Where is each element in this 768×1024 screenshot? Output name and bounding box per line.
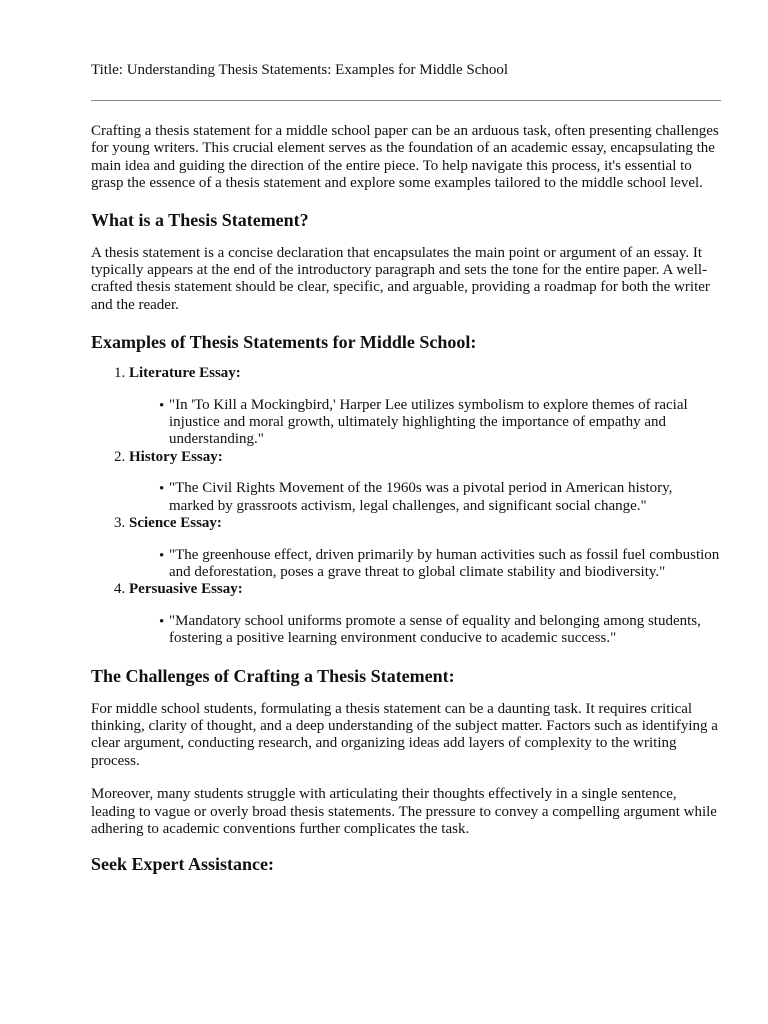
examples-list <box>91 365 721 647</box>
list-item <box>129 515 721 581</box>
bullet-icon: • <box>159 547 165 564</box>
section-heading-challenges: The Challenges of Crafting a Thesis Statement: <box>91 665 455 686</box>
document-body <box>91 123 721 875</box>
example-quote-list <box>129 613 721 648</box>
example-label: 3. Science Essay: <box>129 515 222 532</box>
example-quote-list <box>129 480 721 515</box>
bullet-icon: • <box>159 613 165 630</box>
example-quote-text: "The greenhouse effect, driven primarily by human activities such as fossil fuel combustion and deforestation, poses a grave threat to global climate stability and biodiversity." <box>169 546 720 580</box>
example-quote <box>159 546 721 582</box>
example-label: 1. Literature Essay: <box>129 365 241 382</box>
list-item <box>129 449 721 515</box>
list-item <box>129 365 721 449</box>
bullet-icon: • <box>159 481 165 498</box>
list-item <box>129 581 721 647</box>
what-paragraph: A thesis statement is a concise declaration that encapsulates the main point or argument of an essay. It typically appears at the end of the introductory paragraph and sets the tone for the entire paper. A well-crafted thesis statement should be clear, specific, and arguable, providing a roadmap for both the writer and the reader. <box>91 244 710 313</box>
example-quote-list <box>129 547 721 582</box>
document-title: Title: Understanding Thesis Statements: Examples for Middle School <box>91 62 509 78</box>
example-quote-text: "Mandatory school uniforms promote a sense of equality and belonging among students, fostering a positive learning environment conducive to academic success." <box>169 612 701 647</box>
challenges-paragraph-1: For middle school students, formulating a thesis statement can be a daunting task. It requires critical thinking, clarity of thought, and a deep understanding of the subject matter. Factors such as identifying a clear argument, conducting research, and organizing ideas add layers of complexity to the writing process. <box>91 700 718 769</box>
title-divider <box>91 100 721 101</box>
example-quote-list <box>129 397 721 449</box>
example-quote <box>159 480 721 515</box>
example-quote <box>159 396 721 449</box>
challenges-paragraph-2: Moreover, many students struggle with articulating their thoughts effectively in a single sentence, leading to vague or overly broad thesis statements. The pressure to convey a compelling argument while adhering to academic conventions further complicates the task. <box>91 786 717 837</box>
example-quote-text: "In 'To Kill a Mockingbird,' Harper Lee utilizes symbolism to explore themes of racial injustice and moral growth, ultimately highlighting the importance of empathy and understanding." <box>169 396 688 448</box>
intro-paragraph: Crafting a thesis statement for a middle school paper can be an arduous task, often presenting challenges for young writers. This crucial element serves as the foundation of an academic essay, encapsulating the main idea and guiding the direction of the entire piece. To help navigate this process, it's essential to grasp the essence of a thesis statement and explore some examples tailored to the middle school level. <box>91 123 719 192</box>
example-label: 2. History Essay: <box>129 448 223 465</box>
example-quote <box>159 612 721 648</box>
section-heading-what: What is a Thesis Statement? <box>91 209 309 230</box>
bullet-icon: • <box>159 397 165 414</box>
section-heading-examples: Examples of Thesis Statements for Middle School: <box>91 332 477 353</box>
example-label: 4. Persuasive Essay: <box>129 581 243 598</box>
example-quote-text: "The Civil Rights Movement of the 1960s was a pivotal period in American history, marked by grassroots activism, legal challenges, and significant social change." <box>169 480 673 514</box>
section-heading-assistance: Seek Expert Assistance: <box>91 854 274 875</box>
